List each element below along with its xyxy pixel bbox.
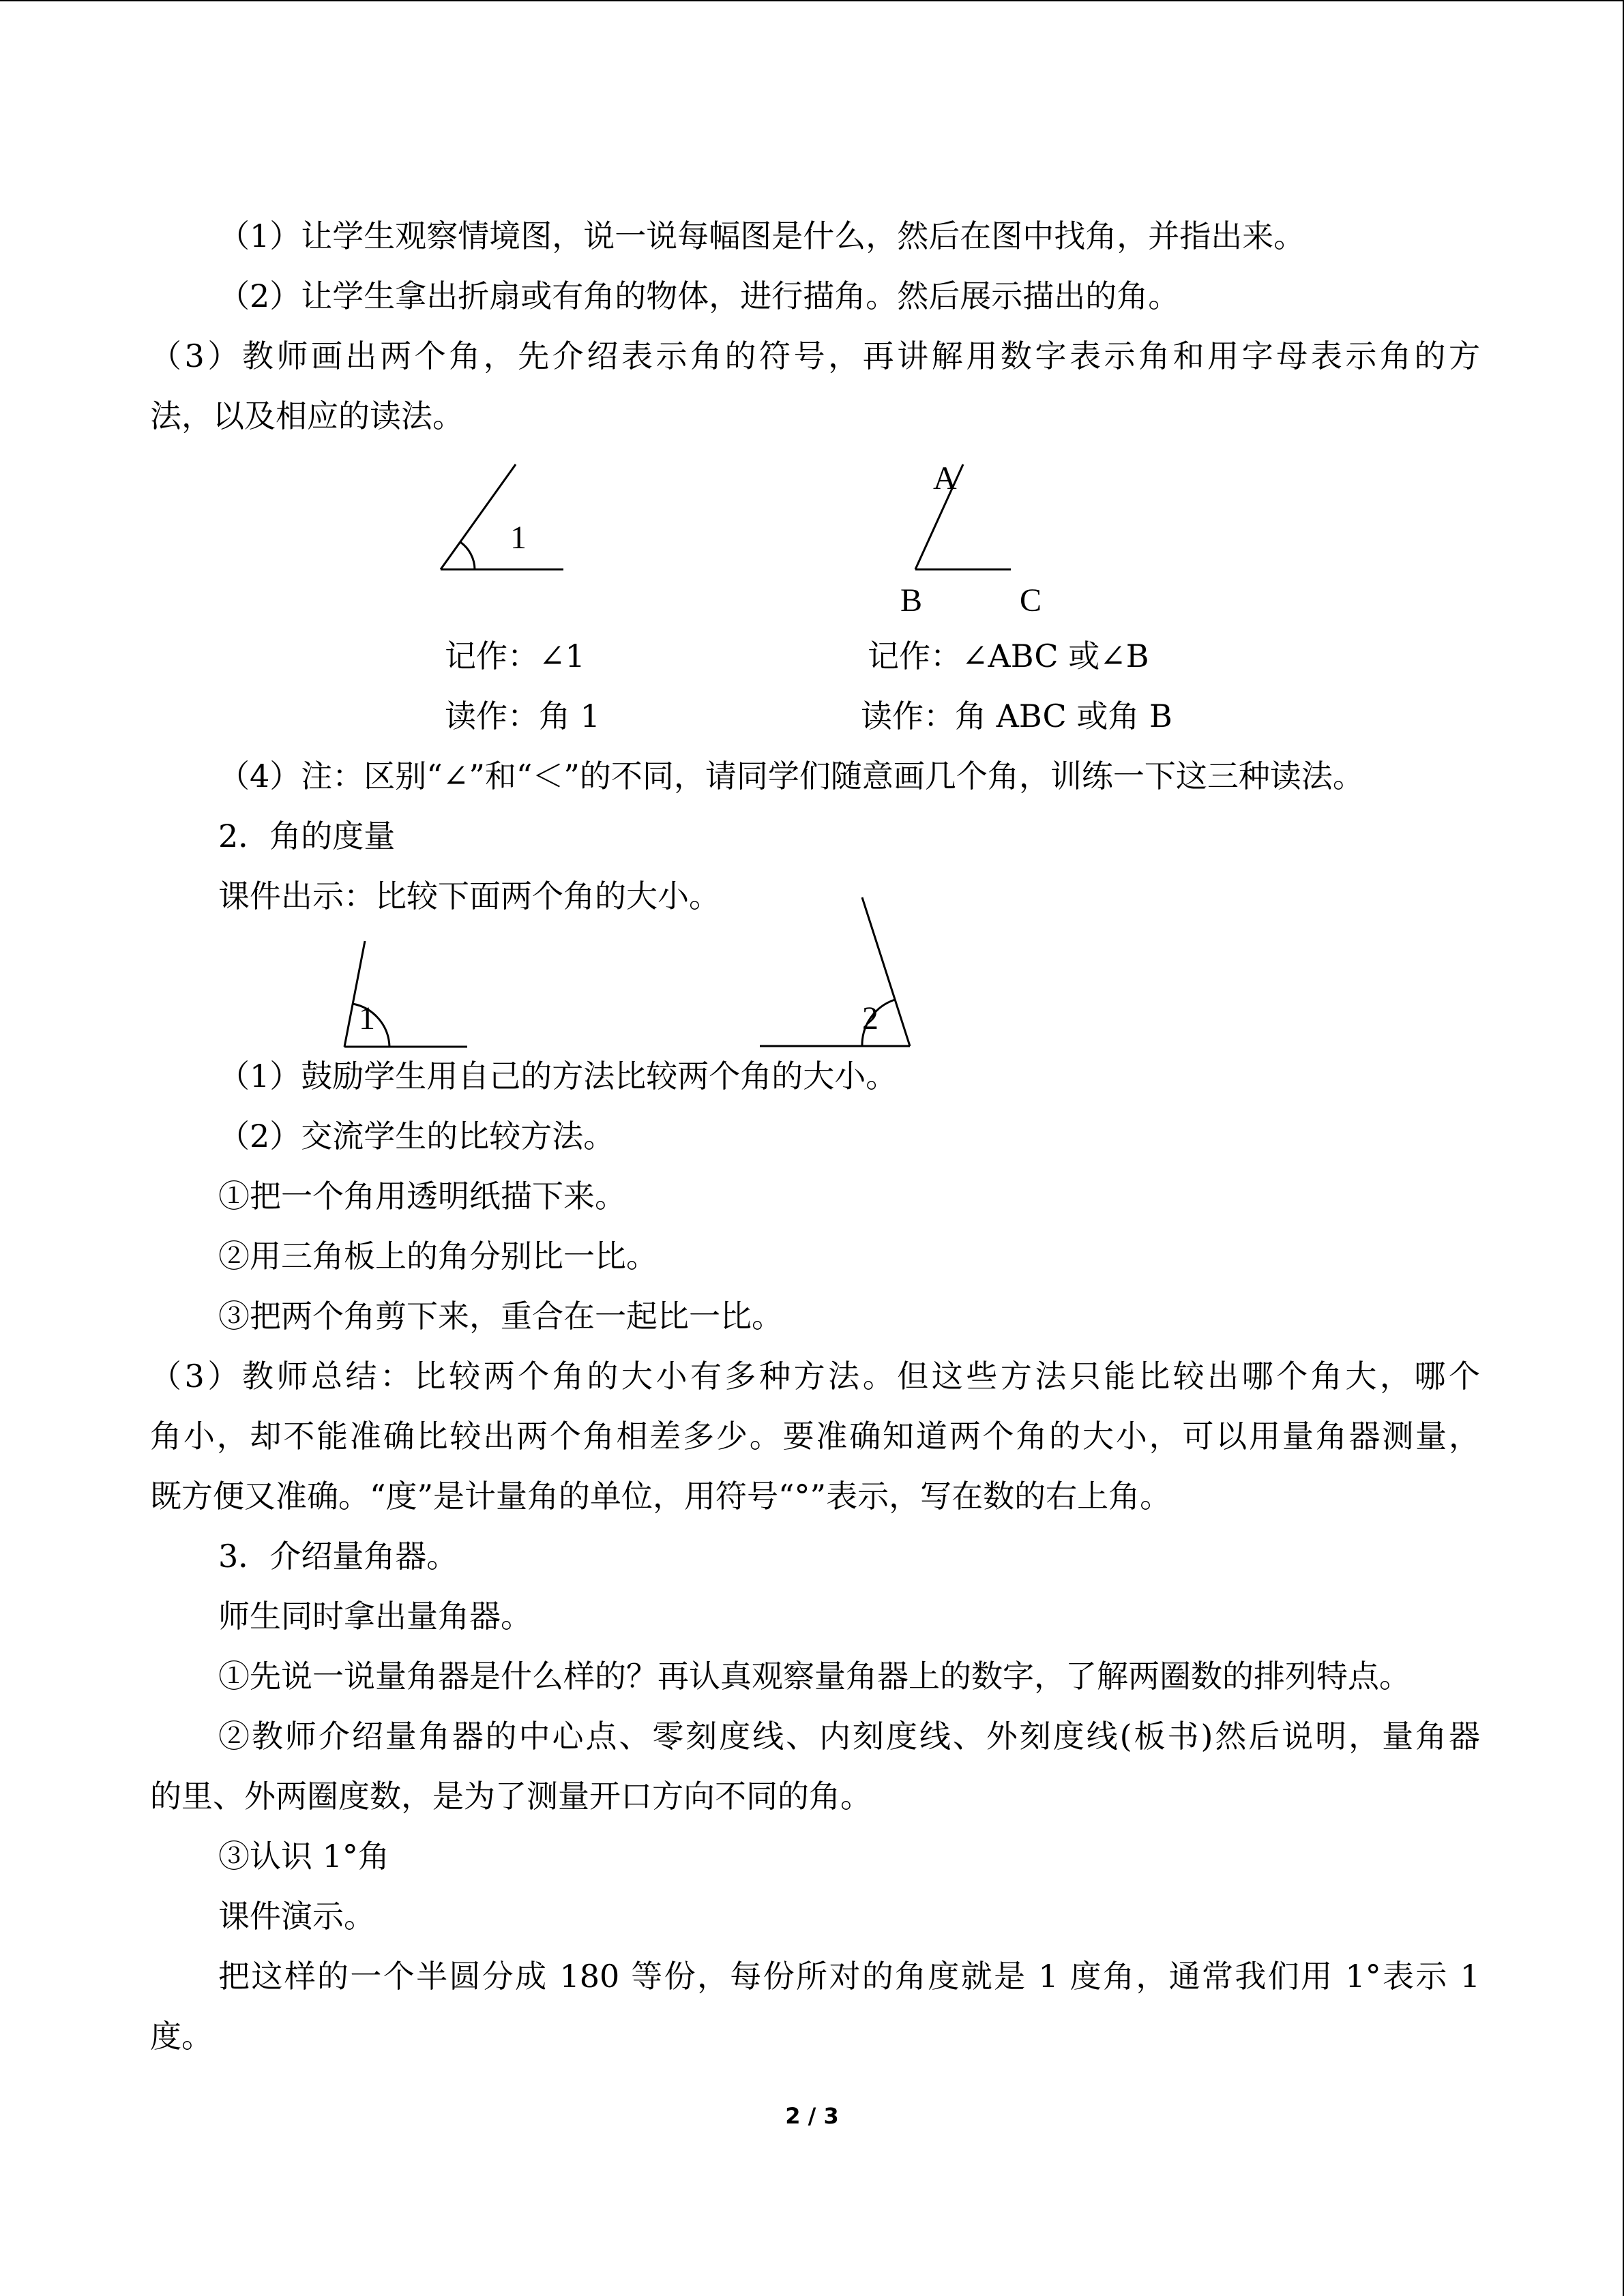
list-item-one-degree: ③认识 1°角	[218, 1838, 389, 1875]
list-item-cut-overlap: ③把两个角剪下来，重合在一起比一比。	[218, 1298, 783, 1335]
angle-1-label: 1	[510, 520, 527, 556]
paragraph-teacher-summary-1: （3）教师总结：比较两个角的大小有多种方法。但这些方法只能比较出哪个角大，哪个	[150, 1358, 1480, 1395]
list-item-tracing-paper: ①把一个角用透明纸描下来。	[218, 1178, 626, 1214]
paragraph-observe: （1）让学生观察情境图，说一说每幅图是什么，然后在图中找角，并指出来。	[218, 218, 1305, 254]
vertex-c-label: C	[1020, 582, 1042, 618]
record-angle-1: 记作：∠1	[445, 638, 585, 674]
read-angle-1: 读作：角 1	[445, 698, 600, 734]
paragraph-encourage-compare: （1）鼓励学生用自己的方法比较两个角的大小。	[218, 1058, 898, 1094]
page-number: 2 / 3	[785, 2103, 839, 2129]
page-border-top	[0, 0, 1624, 1]
paragraph-teacher-draw: （3）教师画出两个角，先介绍表示角的符号，再讲解用数字表示角和用字母表示角的方	[150, 338, 1480, 374]
compare-angle-2-figure	[758, 895, 915, 1052]
vertex-b-label: B	[900, 582, 923, 618]
paragraph-trace-angle: （2）让学生拿出折扇或有角的物体，进行描角。然后展示描出的角。	[218, 278, 1180, 314]
angle-1-figure	[437, 460, 573, 583]
paragraph-two-scales: 的里、外两圈度数，是为了测量开口方向不同的角。	[150, 1778, 872, 1815]
record-angle-abc: 记作：∠ABC 或∠B	[868, 638, 1149, 674]
angle-abc-figure	[900, 460, 1023, 583]
paragraph-take-protractor: 师生同时拿出量角器。	[218, 1598, 532, 1635]
paragraph-courseware-compare: 课件出示：比较下面两个角的大小。	[218, 878, 720, 914]
list-item-set-square: ②用三角板上的角分别比一比。	[218, 1238, 658, 1274]
vertex-a-label: A	[933, 460, 957, 496]
section-heading-protractor: 3．介绍量角器。	[218, 1538, 458, 1575]
list-item-observe-protractor: ①先说一说量角器是什么样的？再认真观察量角器上的数字，了解两圈数的排列特点。	[218, 1658, 1411, 1695]
compare-angle-1-figure	[338, 938, 474, 1054]
read-angle-abc: 读作：角 ABC 或角 B	[861, 698, 1172, 734]
paragraph-teacher-summary-3: 既方便又准确。“度”是计量角的单位，用符号“°”表示，写在数的右上角。	[150, 1478, 1172, 1515]
paragraph-degree-end: 度。	[150, 2018, 213, 2055]
paragraph-courseware-demo: 课件演示。	[218, 1898, 375, 1935]
paragraph-exchange-methods: （2）交流学生的比较方法。	[218, 1118, 615, 1154]
paragraph-reading-method: 法，以及相应的读法。	[150, 398, 464, 434]
section-heading-angle-measure: 2．角的度量	[218, 818, 396, 854]
paragraph-semicircle-180: 把这样的一个半圆分成 180 等份，每份所对的角度就是 1 度角，通常我们用 1°表示 1	[218, 1958, 1480, 1995]
paragraph-teacher-summary-2: 角小，却不能准确比较出两个角相差多少。要准确知道两个角的大小，可以用量角器测量，	[150, 1418, 1480, 1455]
list-item-introduce-parts: ②教师介绍量角器的中心点、零刻度线、内刻度线、外刻度线(板书)然后说明，量角器	[218, 1718, 1480, 1755]
paragraph-note-symbols: （4）注：区别“∠”和“＜”的不同，请同学们随意画几个角，训练一下这三种读法。	[218, 758, 1364, 794]
compare-angle-2-label: 2	[862, 1000, 879, 1037]
compare-angle-1-label: 1	[359, 1000, 375, 1037]
